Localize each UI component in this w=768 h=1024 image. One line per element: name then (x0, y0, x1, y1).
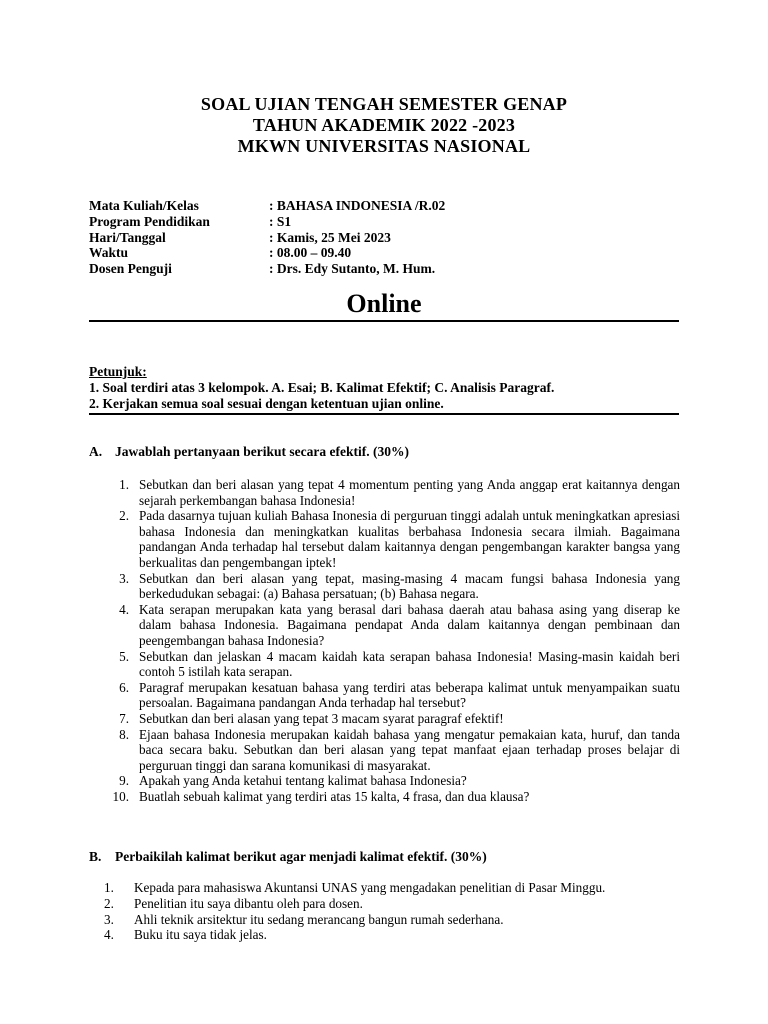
question-item (104, 912, 680, 928)
question-number: 7. (119, 710, 129, 726)
question-text: Apakah yang Anda ketahui tentang kalimat bahasa Indonesia? (139, 773, 467, 789)
info-label: Dosen Penguji (89, 261, 172, 277)
question-number: 5. (119, 648, 129, 664)
section-a-heading (89, 444, 689, 460)
question-text: Kata serapan merupakan kata yang berasal dari bahasa daerah atau bahasa asing yang diserap ke dalam bahasa Indonesia. Bagaimana pendapat Anda dalam kaitannya dengan pembinaan dan peengembangan bahasa Indonesia? (139, 601, 680, 648)
info-label: Hari/Tanggal (89, 229, 166, 245)
exam-title (0, 94, 768, 157)
question-item (110, 789, 680, 805)
question-text: Kepada para mahasiswa Akuntansi UNAS yang mengadakan penelitian di Pasar Minggu. (134, 880, 606, 895)
section-title: Jawablah pertanyaan berikut secara efektif. (30%) (115, 444, 409, 459)
question-number: 8. (119, 726, 129, 742)
info-value: : Drs. Edy Sutanto, M. Hum. (269, 261, 436, 277)
question-item (110, 477, 680, 508)
title-line-2: TAHUN AKADEMIK 2022 -2023 (252, 115, 516, 135)
question-text: Buatlah sebuah kalimat yang terdiri atas 15 kalta, 4 frasa, dan dua klausa? (139, 788, 530, 804)
instructions (89, 364, 689, 412)
question-number: 3. (119, 570, 129, 586)
question-number: 1. (104, 880, 114, 895)
question-number: 9. (119, 773, 129, 789)
info-value: : Kamis, 25 Mei 2023 (269, 229, 391, 245)
question-text: Paragraf merupakan kesatuan bahasa yang terdiri atas beberapa kalimat untuk menyampaikan suatu persoalan. Bagaimana pandangan Anda terhadap hal tersebut? (139, 679, 680, 711)
question-text: Penelitian itu saya dibantu oleh para dosen. (134, 895, 363, 911)
question-item (104, 880, 680, 896)
instructions-heading: Petunjuk: (89, 364, 147, 379)
question-item (110, 773, 680, 789)
question-number: 2. (104, 895, 114, 911)
question-number: 6. (119, 679, 129, 695)
info-row-time (89, 245, 689, 261)
info-value: : BAHASA INDONESIA /R.02 (269, 198, 446, 213)
title-line-3: MKWN UNIVERSITAS NASIONAL (237, 136, 531, 156)
info-label: Mata Kuliah/Kelas (89, 198, 199, 213)
info-value: : 08.00 – 09.40 (269, 245, 352, 261)
question-text: Sebutkan dan beri alasan yang tepat, masing-masing 4 macam fungsi bahasa Indonesia yang berkedudukan sebagai: (a) Bahasa persatuan; (b) Bahasa negara. (139, 570, 680, 602)
question-text: Sebutkan dan beri alasan yang tepat 4 momentum penting yang Anda anggap erat kaitannya dengan sejarah perkembangan bahasa Indonesia! (139, 477, 680, 508)
question-item (110, 571, 680, 602)
question-item (110, 649, 680, 680)
question-number: 4. (104, 927, 114, 943)
section-b-heading (89, 849, 689, 865)
divider (89, 413, 679, 415)
exam-mode-heading: Online (346, 289, 422, 318)
question-item (110, 680, 680, 711)
section-a-questions (110, 477, 680, 804)
info-row-date (89, 230, 689, 246)
info-label: Waktu (89, 245, 129, 261)
question-text: Sebutkan dan beri alasan yang tepat 3 macam syarat paragraf efektif! (139, 710, 504, 726)
section-b-questions (104, 880, 680, 943)
question-number: 4. (119, 601, 129, 617)
question-item (110, 727, 680, 774)
question-item (104, 927, 680, 943)
info-row-examiner (89, 261, 689, 277)
question-text: Ejaan bahasa Indonesia merupakan kaidah bahasa yang mengatur pemakaian kata, huruf, dan tanda baca secara baku. Sebutkan dan beri alasan yang tepat manfaat ejaan terhadap proses belajar di perguruan tinggi dan sarana komunikasi di masyarakat. (139, 726, 680, 773)
section-title: Perbaikilah kalimat berikut agar menjadi kalimat efektif. (30%) (115, 849, 487, 864)
instruction-item: 1. Soal terdiri atas 3 kelompok. A. Esai; B. Kalimat Efektif; C. Analisis Paragraf. (89, 380, 555, 395)
question-item (104, 896, 680, 912)
title-line-1: SOAL UJIAN TENGAH SEMESTER GENAP (200, 94, 568, 114)
question-item (110, 711, 680, 727)
question-number: 10. (112, 788, 129, 804)
divider (89, 320, 679, 322)
question-text: Sebutkan dan jelaskan 4 macam kaidah kata serapan bahasa Indonesia! Masing-masin kaidah beri contoh 5 istilah kata serapan. (139, 648, 680, 680)
info-row-program (89, 214, 689, 230)
question-number: 1. (119, 477, 129, 492)
info-row-course (89, 198, 689, 214)
question-text: Buku itu saya tidak jelas. (134, 927, 267, 943)
info-value: : S1 (269, 213, 292, 229)
question-text: Ahli teknik arsitektur itu sedang merancang bangun rumah sederhana. (134, 911, 504, 927)
question-item (110, 602, 680, 649)
section-letter: A. (89, 444, 103, 459)
instruction-item: 2. Kerjakan semua soal sesuai dengan ketentuan ujian online. (89, 396, 444, 411)
question-text: Pada dasarnya tujuan kuliah Bahasa Inonesia di perguruan tinggi adalah untuk meningkatkan apresiasi bahasa Indonesia dan meningkatkan kualitas berbahasa Indonesia secara ilmiah. Bagaimana pandangan Anda terhadap hal tersebut dalam kaitannya dengan pengembangan karakter bangsa yang berkualitas dan pengembangan iptek! (139, 508, 680, 570)
section-letter: B. (89, 849, 102, 864)
info-label: Program Pendidikan (89, 213, 210, 229)
question-number: 3. (104, 911, 114, 927)
question-item (110, 508, 680, 570)
question-number: 2. (119, 508, 129, 524)
exam-info (89, 198, 689, 277)
